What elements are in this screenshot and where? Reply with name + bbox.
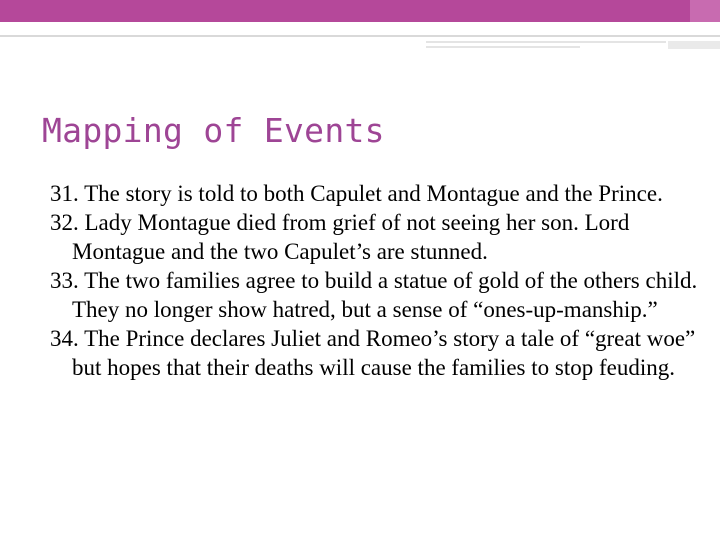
top-accent-band [0, 0, 720, 22]
list-item: 31. The story is told to both Capulet and Montague and the Prince. [50, 181, 663, 206]
header-divider-line [0, 35, 720, 37]
slide-title: Mapping of Events [42, 111, 385, 150]
event-list [50, 179, 710, 382]
header-deco-block [668, 41, 720, 49]
top-accent-band-end [690, 0, 720, 22]
list-item: 33. The two families agree to build a statue of gold of the others child. They no longer show hatred, but a sense of “ones-up-manship.” [50, 268, 698, 322]
header-deco-line [426, 46, 580, 48]
header-deco-line [426, 41, 666, 43]
list-item: 34. The Prince declares Juliet and Romeo’s story a tale of “great woe” but hopes that their deaths will cause the families to stop feuding. [50, 326, 696, 380]
list-item: 32. Lady Montague died from grief of not seeing her son. Lord Montague and the two Capulet’s are stunned. [50, 210, 630, 264]
